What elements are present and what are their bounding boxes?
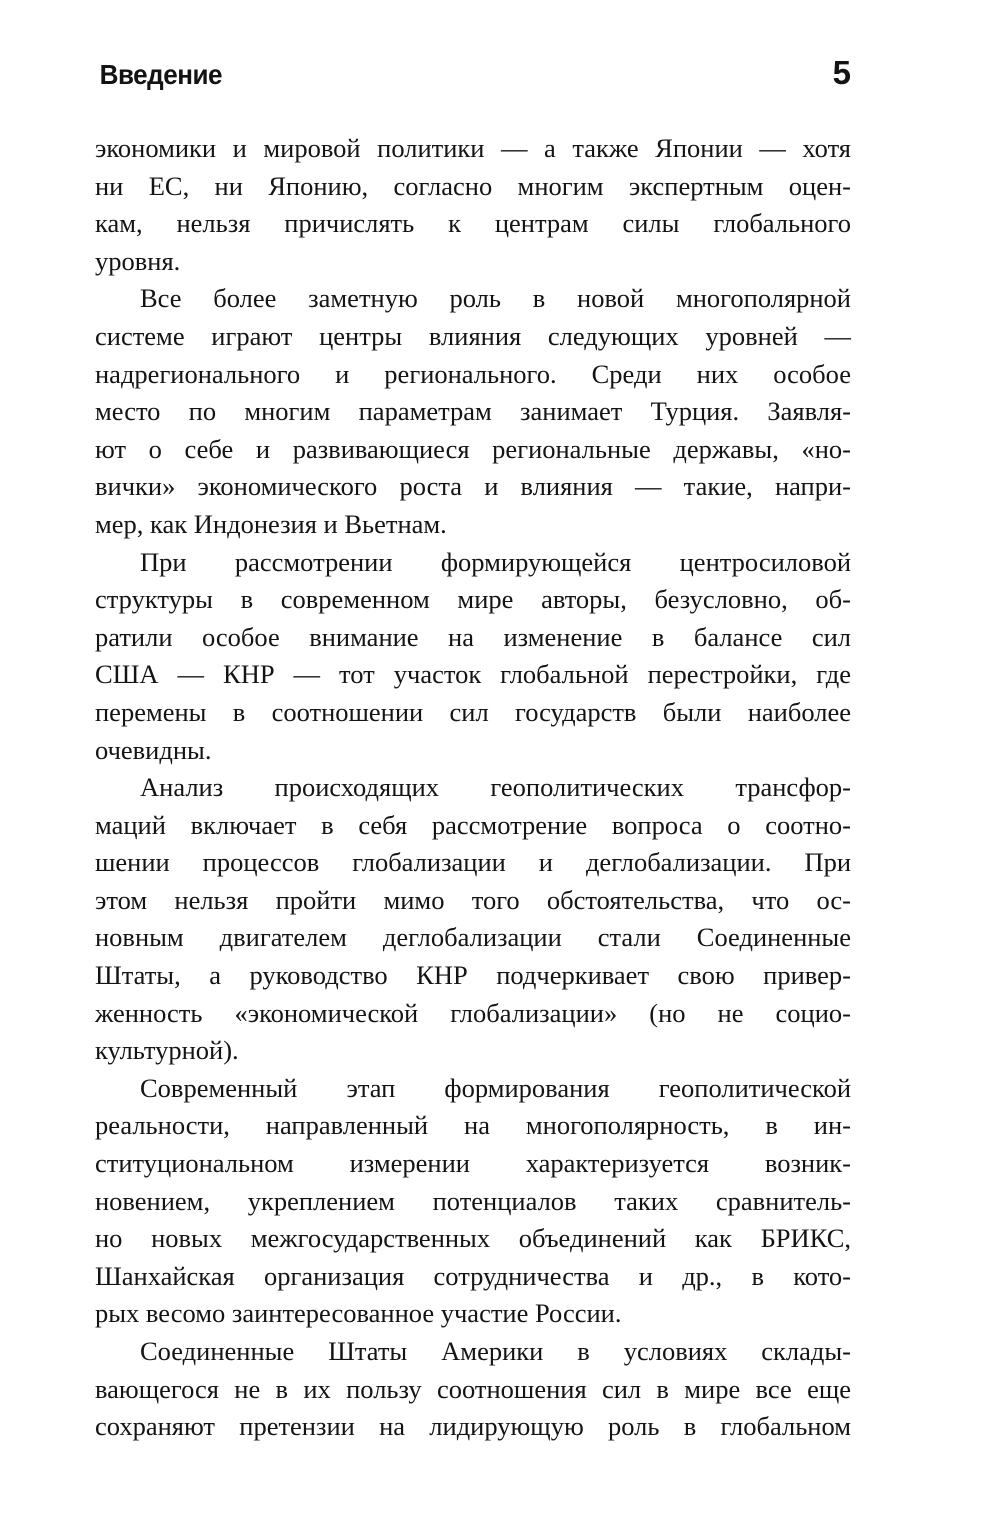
- paragraph: [95, 280, 851, 543]
- text-line: ни ЕС, ни Японию, согласно многим экспертным оцен-: [95, 170, 851, 201]
- text-line: надрегионального и регионального. Среди них особое: [95, 358, 851, 389]
- text-line: сохраняют претензии на лидирующую роль в глобальном: [95, 1411, 851, 1442]
- text-line: вающегося не в их пользу соотношения сил в мире все еще: [95, 1373, 851, 1404]
- page-number: 5: [832, 54, 850, 91]
- text-line: Штаты, а руководство КНР подчеркивает свою привер-: [95, 960, 851, 991]
- text-line: структуры в современном мире авторы, безусловно, об-: [95, 584, 851, 615]
- text-line: ратили особое внимание на изменение в балансе сил: [95, 621, 851, 652]
- paragraph: [95, 1070, 851, 1333]
- text-line: уровня.: [95, 245, 181, 276]
- page-header: [95, 54, 850, 92]
- text-line: но новых межгосударственных объединений как БРИКС,: [95, 1223, 851, 1254]
- text-line: место по многим параметрам занимает Турция. Заявля-: [95, 396, 851, 427]
- text-line: мер, как Индонезия и Вьетнам.: [95, 508, 447, 539]
- text-line: женность «экономической глобализации» (но не социо-: [95, 997, 851, 1028]
- text-line: экономики и мировой политики — а также Японии — хотя: [95, 133, 851, 163]
- text-line: США — КНР — тот участок глобальной перестройки, где: [95, 659, 851, 690]
- text-line: вички» экономического роста и влияния — такие, напри-: [95, 471, 851, 502]
- text-line: шении процессов глобализации и деглобализации. При: [95, 847, 851, 878]
- running-head: Введение: [99, 59, 223, 90]
- text-line: новным двигателем деглобализации стали Соединенные: [95, 922, 851, 953]
- paragraph: [95, 769, 851, 1070]
- text-line: маций включает в себя рассмотрение вопроса о соотно-: [95, 809, 851, 840]
- paragraph: [95, 544, 851, 770]
- text-line: Современный этап формирования геополитической: [140, 1072, 851, 1103]
- text-line: новением, укреплением потенциалов таких сравнитель-: [95, 1185, 851, 1216]
- paragraph: [95, 130, 851, 280]
- text-line: культурной).: [95, 1035, 239, 1066]
- text-line: При рассмотрении формирующейся центросиловой: [140, 546, 851, 577]
- text-line: очевидны.: [95, 734, 212, 765]
- text-line: реальности, направленный на многополярность, в ин-: [95, 1110, 851, 1141]
- text-line: кам, нельзя причислять к центрам силы глобального: [95, 208, 851, 239]
- text-line: Все более заметную роль в новой многополярной: [140, 283, 851, 314]
- text-line: Шанхайская организация сотрудничества и др., в кото-: [95, 1260, 851, 1291]
- text-line: Анализ происходящих геополитических трансфор-: [140, 772, 851, 803]
- text-line: этом нельзя пройти мимо того обстоятельства, что ос-: [95, 884, 851, 915]
- text-line: Соединенные Штаты Америки в условиях склады-: [140, 1336, 851, 1366]
- text-line: ституциональном измерении характеризуется возник-: [95, 1148, 851, 1179]
- text-line: перемены в соотношении сил государств были наиболее: [95, 696, 851, 727]
- text-line: системе играют центры влияния следующих уровней —: [95, 320, 851, 351]
- text-line: рых весомо заинтересованное участие России.: [95, 1298, 622, 1329]
- paragraph: [95, 1333, 851, 1446]
- text-line: ют о себе и развивающиеся региональные державы, «но-: [95, 433, 851, 464]
- page-body: [95, 130, 851, 1446]
